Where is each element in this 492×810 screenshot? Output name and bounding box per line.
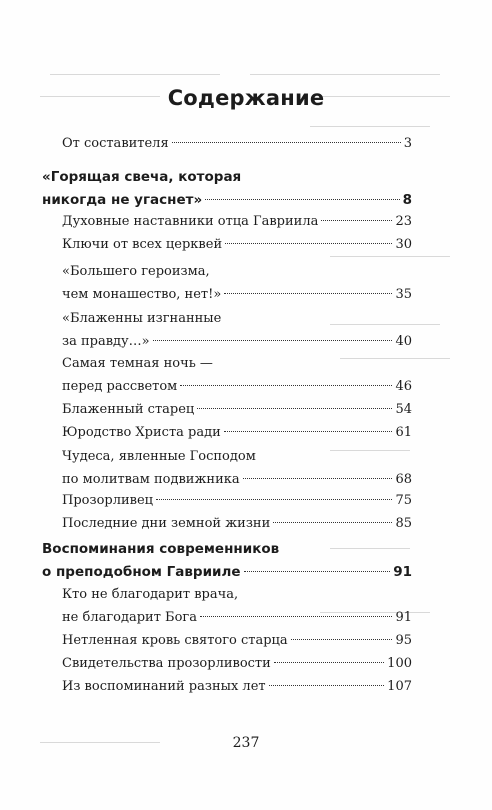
toc-entry-title: Юродство Христа ради bbox=[62, 425, 221, 440]
toc-entry-line bbox=[42, 189, 412, 212]
dot-leader bbox=[269, 685, 385, 686]
bleed-through-line bbox=[50, 74, 220, 75]
toc-page-number: 95 bbox=[395, 633, 412, 648]
toc-entry-title: Блаженный старец bbox=[62, 402, 195, 417]
toc-entry bbox=[62, 629, 412, 652]
toc-entry-line bbox=[62, 233, 412, 256]
toc-entry-line bbox=[42, 166, 412, 189]
toc-entry-line bbox=[62, 468, 412, 491]
toc-entry-title: «Большего героизма, bbox=[62, 264, 210, 279]
toc-entry bbox=[62, 421, 412, 444]
toc-entry-line bbox=[42, 538, 412, 561]
dot-leader bbox=[225, 243, 392, 244]
toc-entry-title: Из воспоминаний разных лет bbox=[62, 679, 266, 694]
toc-entry-title: по молитвам подвижника bbox=[62, 472, 240, 487]
toc-entry bbox=[62, 210, 412, 233]
toc-entry-title: никогда не угаснет» bbox=[42, 192, 203, 208]
toc-page-number: 30 bbox=[395, 237, 412, 252]
toc-entry-title: перед рассветом bbox=[62, 379, 178, 394]
toc-entry-line bbox=[62, 398, 412, 421]
dot-leader bbox=[224, 293, 392, 294]
toc-entry-line bbox=[62, 375, 412, 398]
toc-page-number: 107 bbox=[387, 679, 412, 694]
toc-entry bbox=[62, 512, 412, 535]
toc-section-entry bbox=[42, 166, 412, 212]
toc-entry bbox=[62, 652, 412, 675]
toc-section-entry bbox=[42, 538, 412, 584]
toc-entry-title: «Блаженны изгнанные bbox=[62, 311, 222, 326]
dot-leader bbox=[197, 408, 392, 409]
toc-page-number: 54 bbox=[395, 402, 412, 417]
toc-page-number: 91 bbox=[395, 610, 412, 625]
dot-leader bbox=[153, 340, 393, 341]
toc-page-number: 68 bbox=[395, 472, 412, 487]
toc-entry-title: Свидетельства прозорливости bbox=[62, 656, 271, 671]
toc-entry-line bbox=[62, 445, 412, 468]
dot-leader bbox=[156, 499, 392, 500]
bleed-through-line bbox=[330, 256, 450, 257]
toc-page-number: 91 bbox=[393, 564, 412, 580]
bleed-through-line bbox=[250, 74, 440, 75]
dot-leader bbox=[172, 142, 401, 143]
toc-entry-line bbox=[62, 307, 412, 330]
toc-page-number: 46 bbox=[395, 379, 412, 394]
toc-page-number: 85 bbox=[395, 516, 412, 531]
toc-entry-title: Нетленная кровь святого старца bbox=[62, 633, 288, 648]
dot-leader bbox=[180, 385, 392, 386]
dot-leader bbox=[244, 571, 391, 572]
toc-entry-title: Самая темная ночь — bbox=[62, 356, 213, 371]
toc-entry bbox=[62, 352, 412, 398]
toc-entry-line bbox=[62, 132, 412, 155]
toc-entry-line bbox=[62, 210, 412, 233]
toc-entry-title: Чудеса, явленные Господом bbox=[62, 449, 256, 464]
toc-entry-line bbox=[62, 352, 412, 375]
toc-entry bbox=[62, 132, 412, 155]
bleed-through-line bbox=[310, 126, 430, 127]
toc-page-number: 100 bbox=[387, 656, 412, 671]
toc-entry bbox=[62, 307, 412, 353]
toc-title: Содержание bbox=[167, 86, 325, 110]
toc-entry-line bbox=[62, 330, 412, 353]
toc-entry-line bbox=[62, 421, 412, 444]
toc-entry bbox=[62, 398, 412, 421]
toc-page-number: 75 bbox=[395, 493, 412, 508]
toc-entry bbox=[62, 445, 412, 491]
toc-entry-line bbox=[62, 629, 412, 652]
toc-page-number: 35 bbox=[395, 287, 412, 302]
dot-leader bbox=[243, 478, 393, 479]
toc-entry-title: Воспоминания современников bbox=[42, 541, 280, 557]
dot-leader bbox=[200, 616, 392, 617]
dot-leader bbox=[224, 431, 393, 432]
toc-page-number: 61 bbox=[395, 425, 412, 440]
toc-entry-line bbox=[62, 606, 412, 629]
toc-entry-line bbox=[62, 260, 412, 283]
dot-leader bbox=[274, 662, 384, 663]
toc-entry-title: Ключи от всех церквей bbox=[62, 237, 223, 252]
dot-leader bbox=[291, 639, 393, 640]
toc-entry-title: о преподобном Гаврииле bbox=[42, 564, 241, 580]
toc-entry bbox=[62, 489, 412, 512]
toc-entry-title: не благодарит Бога bbox=[62, 610, 197, 625]
toc-page-number: 40 bbox=[395, 334, 412, 349]
toc-entry-title: за правду…» bbox=[62, 334, 150, 349]
dot-leader bbox=[273, 522, 392, 523]
toc-entry bbox=[62, 260, 412, 306]
toc-entry-title: чем монашество, нет!» bbox=[62, 287, 222, 302]
toc-entry-title: Кто не благодарит врача, bbox=[62, 587, 239, 602]
toc-page-number: 8 bbox=[402, 192, 412, 208]
toc-entry-line bbox=[62, 675, 412, 698]
toc-entry-title: Прозорливец bbox=[62, 493, 154, 508]
toc-page-number: 3 bbox=[403, 136, 412, 151]
toc-entry-line bbox=[62, 583, 412, 606]
toc-entry-line bbox=[62, 652, 412, 675]
toc-entry-line bbox=[62, 512, 412, 535]
toc-entry-line bbox=[42, 561, 412, 584]
toc-entry-line bbox=[62, 283, 412, 306]
toc-entry-title: Духовные наставники отца Гавриила bbox=[62, 214, 319, 229]
toc-entry-line bbox=[62, 489, 412, 512]
toc-page-number: 23 bbox=[395, 214, 412, 229]
dot-leader bbox=[321, 220, 392, 221]
dot-leader bbox=[205, 199, 399, 200]
toc-entry-title: Последние дни земной жизни bbox=[62, 516, 271, 531]
toc-entry bbox=[62, 233, 412, 256]
toc-entry bbox=[62, 583, 412, 629]
toc-entry-title: От составителя bbox=[62, 136, 169, 151]
toc-entry-title: «Горящая свеча, которая bbox=[42, 169, 242, 185]
page-number: 237 bbox=[232, 735, 260, 751]
toc-entry bbox=[62, 675, 412, 698]
